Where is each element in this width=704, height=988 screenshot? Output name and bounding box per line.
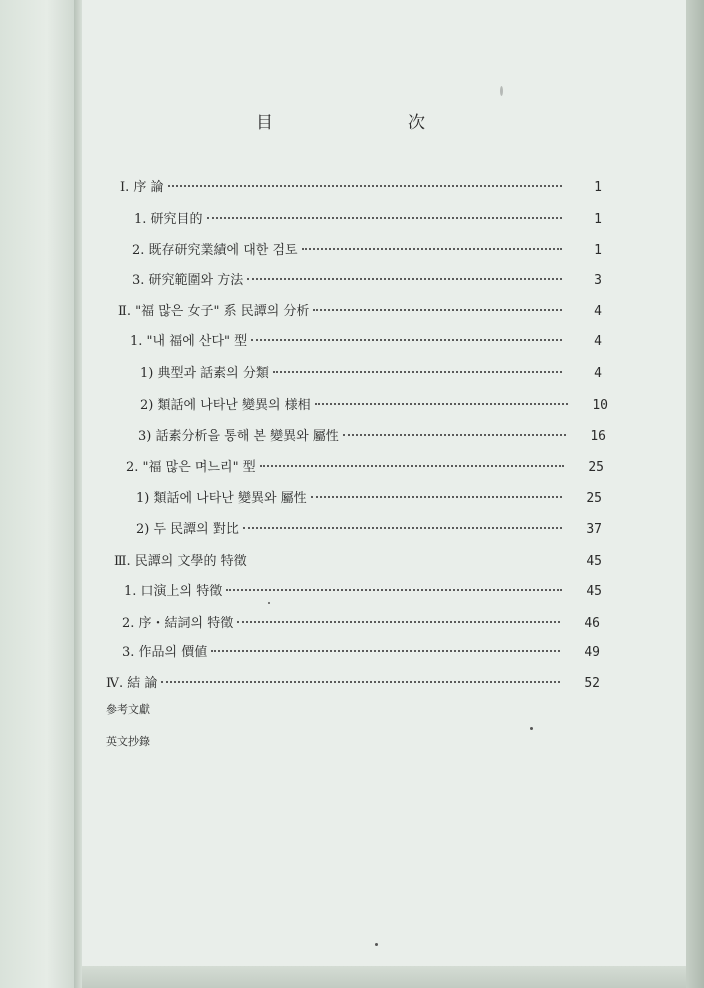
toc-page-number: 37 [586, 522, 602, 537]
toc-page-number: 1 [594, 180, 602, 195]
left-page-edge [0, 0, 78, 988]
toc-page-number: 45 [586, 554, 602, 569]
toc-entry [134, 208, 602, 228]
toc-leader [260, 465, 564, 467]
toc-entry [136, 487, 602, 507]
toc-page-number: 25 [586, 491, 602, 506]
toc-page-number: 25 [588, 460, 604, 475]
toc-leader [251, 559, 562, 561]
toc-entry [124, 580, 602, 600]
paper-speck [268, 602, 270, 604]
toc-label: 1) 類話에 나타난 變異와 屬性 [136, 491, 307, 506]
toc-leader [168, 185, 562, 187]
bottom-page-edge [82, 966, 686, 988]
toc-label: 2. 既存研究業績에 대한 검토 [132, 243, 298, 258]
toc-leader [343, 434, 566, 436]
toc-label: 2) 두 民譚의 對比 [136, 522, 239, 537]
toc-leader [211, 650, 560, 652]
toc-page-number: 4 [594, 304, 602, 319]
toc-label: 1. 研究目的 [134, 212, 203, 227]
toc-entry [132, 239, 602, 259]
toc-entry [118, 300, 602, 320]
toc-entry [120, 176, 602, 196]
toc-leader [273, 371, 562, 373]
toc-entry [130, 330, 602, 350]
toc-entry [132, 269, 602, 289]
toc-page-number: 45 [586, 584, 602, 599]
toc-entry [122, 612, 600, 632]
toc-entry [140, 362, 602, 382]
toc-page-number: 52 [584, 676, 600, 691]
toc-label: Ⅲ. 民譚의 文學的 特徵 [114, 554, 247, 569]
abstract-entry: 英文抄錄 [106, 735, 150, 748]
document-page [82, 0, 686, 966]
toc-leader [315, 403, 568, 405]
toc-page-number: 4 [594, 366, 602, 381]
toc-leader [311, 496, 562, 498]
toc-entry [122, 641, 600, 661]
toc-label: 3) 話素分析을 통해 본 變異와 屬性 [138, 429, 339, 444]
toc-label: Ⅳ. 結 論 [106, 676, 158, 691]
toc-entry [114, 550, 602, 570]
paper-speck [375, 943, 378, 946]
toc-label: 3. 研究範圍와 方法 [132, 273, 244, 288]
toc-page-number: 3 [594, 273, 602, 288]
toc-leader [247, 278, 562, 280]
toc-leader [237, 621, 560, 623]
toc-leader [313, 309, 562, 311]
toc-entry [106, 672, 600, 692]
toc-page-number: 46 [584, 616, 600, 631]
toc-page-number: 49 [584, 645, 600, 660]
references-entry: 參考文獻 [106, 703, 150, 716]
toc-leader [161, 681, 560, 683]
toc-leader [207, 217, 562, 219]
toc-label: Ⅰ. 序 論 [120, 180, 164, 195]
toc-entry [140, 394, 608, 414]
toc-label: 1) 典型과 話素의 分類 [140, 366, 269, 381]
toc-label: 2) 類話에 나타난 變異의 様相 [140, 398, 311, 413]
toc-page-number: 1 [594, 243, 602, 258]
toc-leader [302, 248, 562, 250]
toc-entry [138, 425, 606, 445]
toc-page-number: 10 [592, 398, 608, 413]
toc-entry [136, 518, 602, 538]
toc-label: Ⅱ. "福 많은 女子" 系 民譚의 分析 [118, 304, 310, 319]
toc-page-number: 16 [590, 429, 606, 444]
title-right-char: 次 [408, 113, 426, 133]
toc-leader [243, 527, 562, 529]
toc-label: 3. 作品의 價値 [122, 645, 208, 660]
right-page-edge [686, 0, 704, 988]
toc-label: 2. 序・結詞의 特徵 [122, 616, 234, 631]
toc-leader [251, 339, 562, 341]
title-left-char: 目 [256, 113, 274, 133]
paper-speck [530, 727, 533, 730]
toc-label: 2. "福 많은 며느리" 型 [126, 460, 256, 475]
toc-label: 1. "내 福에 산다" 型 [130, 334, 248, 349]
page-title [256, 108, 426, 133]
toc-entry [126, 456, 604, 476]
paper-speck [500, 86, 503, 96]
toc-label: 1. 口演上의 特徵 [124, 584, 223, 599]
toc-page-number: 4 [594, 334, 602, 349]
toc-page-number: 1 [594, 212, 602, 227]
toc-leader [226, 589, 562, 591]
